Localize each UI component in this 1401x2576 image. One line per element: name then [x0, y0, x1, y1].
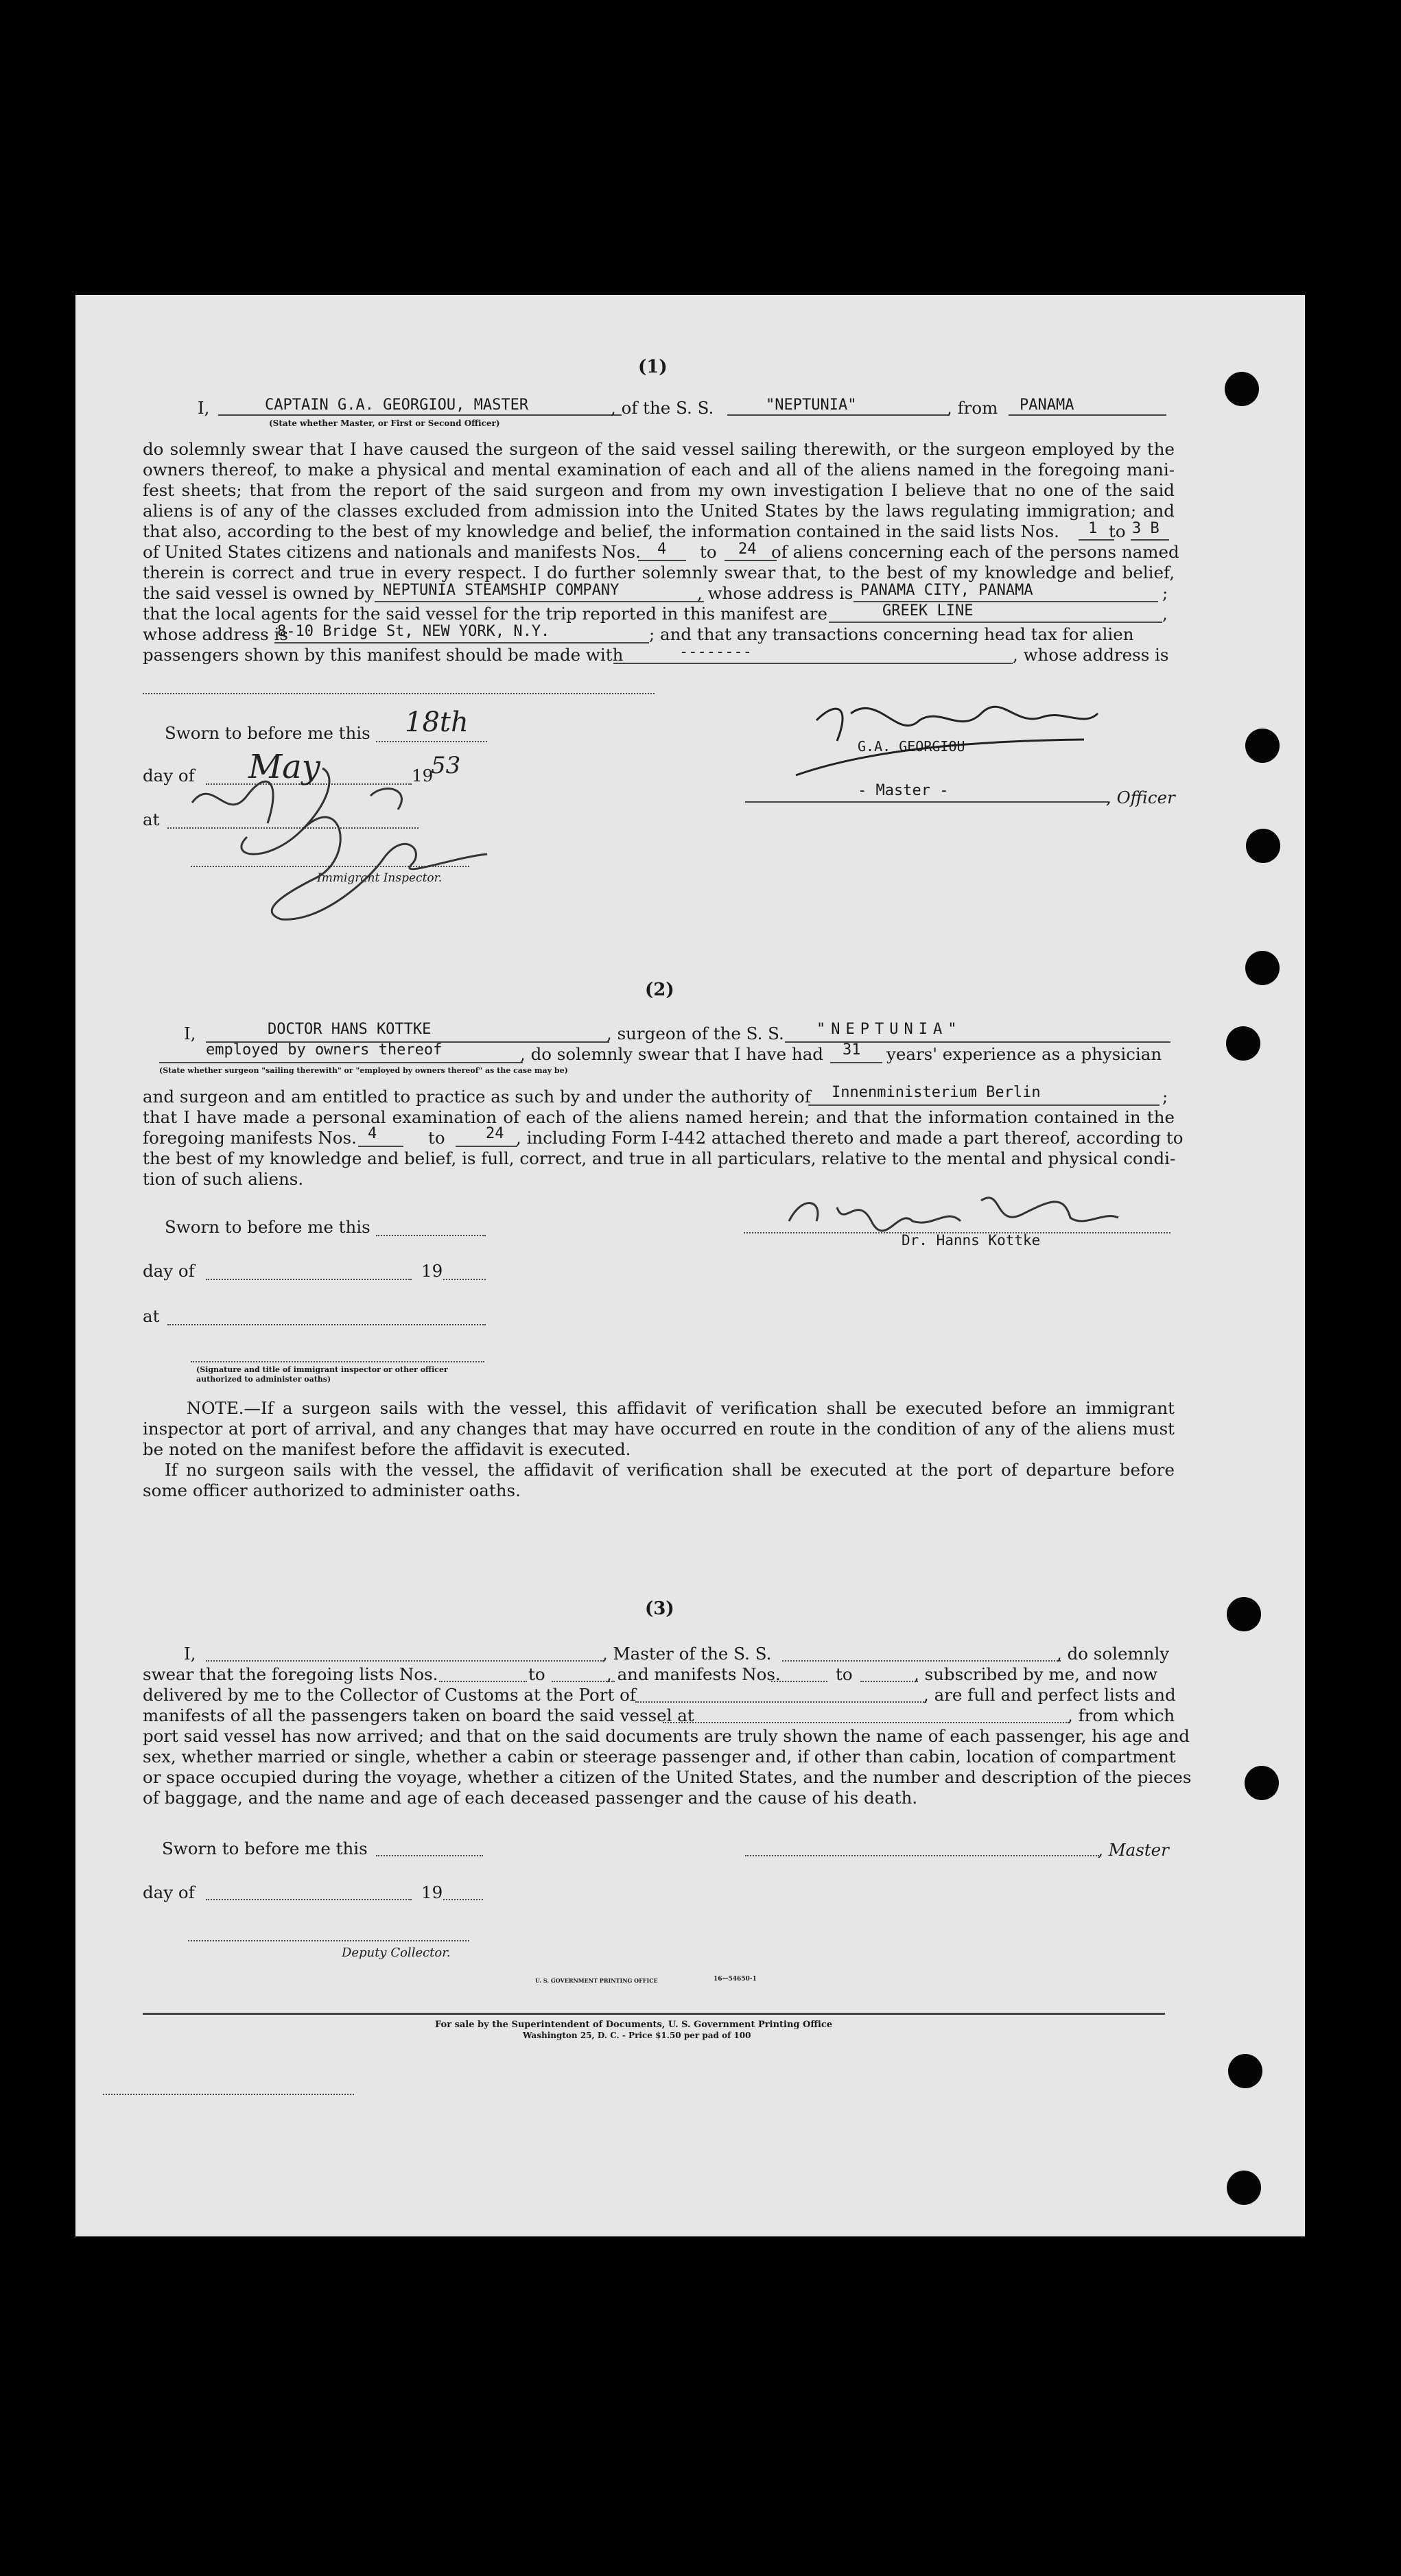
section3-port-label: delivered by me to the Collector of Customs at the Port of [143, 1685, 636, 1705]
employment-line [159, 1062, 523, 1063]
sworn-label-3: Sworn to before me this [162, 1839, 368, 1858]
owned-by-label: the said vessel is owned by [143, 583, 375, 603]
head-tax-text: ; and that any transactions concerning head tax for alien [649, 624, 1134, 644]
manifest-from-line [638, 560, 686, 561]
deputy-collector-caption: Deputy Collector. [342, 1946, 451, 1960]
sworn-month: May [248, 748, 320, 786]
vessel-name: "NEPTUNIA" [766, 397, 857, 414]
sworn-year: 53 [431, 752, 461, 779]
section3-name-line [206, 1660, 604, 1662]
owner-name: NEPTUNIA STEAMSHIP COMPANY [383, 582, 620, 599]
section3-vessel-line [782, 1660, 1061, 1662]
section3-line-7: or space occupied during the voyage, whether a citizen of the United States, and the number and description of the pieces [143, 1767, 1192, 1787]
footer-rule [143, 2013, 1165, 2015]
owner-address: PANAMA CITY, PANAMA [860, 582, 1033, 599]
section3-full-lists: , are full and perfect lists and [923, 1685, 1176, 1705]
vessel-line [727, 414, 950, 416]
sworn-line-3 [376, 1855, 483, 1856]
agents-name: GREEK LINE [882, 602, 974, 619]
section3-port-line [635, 1701, 926, 1703]
oath-line-4: aliens is of any of the classes excluded from admission into the United States by the laws regulating immigration; and [143, 501, 1175, 521]
surgeon-state-note: (State whether surgeon "sailing therewith" or "employed by owners thereof" as the case may be) [159, 1066, 568, 1075]
oath-line-1: do solemnly swear that I have caused the surgeon of the said vessel sailing therewith, or the surgeon employed by the [143, 439, 1175, 459]
sworn-day-line [376, 741, 487, 742]
section3-lists-from-line [439, 1681, 527, 1682]
section3-from-which: , from which [1068, 1705, 1175, 1725]
officer-label: , Officer [1106, 788, 1175, 807]
section3-taken-label: manifests of all the passengers taken on board the said vessel at [143, 1705, 694, 1725]
punch-hole [1245, 951, 1280, 985]
note-line-2: inspector at port of arrival, and any changes that may have occurred en route in the condition of any of the aliens must [143, 1419, 1175, 1439]
section3-line-5: port said vessel has now arrived; and that on the said documents are truly shown the name of each passenger, his age and [143, 1726, 1190, 1746]
owner-line [375, 601, 704, 602]
year-prefix-2: 19 [421, 1261, 443, 1281]
section-3-number: (3) [645, 1598, 674, 1619]
sworn-label-1: Sworn to before me this [165, 723, 370, 743]
officer-sig-line-2 [191, 1361, 484, 1362]
manifest-to-label: to [700, 542, 717, 562]
surgeon-line-5b: , including Form I-442 attached thereto and made a part thereof, according to [516, 1128, 1184, 1148]
punch-hole [1246, 829, 1280, 863]
list-to: 3 B [1132, 520, 1159, 537]
surgeon-line-7: tion of such aliens. [143, 1169, 304, 1189]
surgeon-printed-name: Dr. Hanns Kottke [902, 1232, 1041, 1249]
oath-line-6: of United States citizens and nationals and manifests Nos. [143, 542, 641, 562]
section3-i: I, [184, 1644, 196, 1664]
agent-address-label: whose address is [143, 624, 288, 644]
inspector-signature [165, 748, 590, 926]
years: 31 [843, 1041, 861, 1059]
comma: , [1162, 604, 1168, 624]
punch-hole [1227, 1597, 1261, 1631]
sale-line-2: Washington 25, D. C. - Price $1.50 per pad of 100 [523, 2031, 751, 2040]
from-port: PANAMA [1020, 397, 1074, 414]
list-to-label: to [1109, 521, 1126, 541]
note-line-5: some officer authorized to administer oaths. [143, 1480, 521, 1500]
signature-caption-2: (Signature and title of immigrant inspector or other officer authorized to administer oaths) [196, 1365, 448, 1384]
surgeon-manifest-from: 4 [368, 1125, 377, 1142]
surgeon-manifest-from-line [358, 1146, 403, 1147]
surgeon-manifest-to-line [456, 1146, 517, 1147]
year-line-2 [443, 1279, 486, 1280]
employment: employed by owners thereof [206, 1041, 443, 1059]
punch-hole [1227, 2171, 1261, 2205]
semicolon: ; [1162, 583, 1168, 603]
agent-address-line [274, 642, 649, 643]
section-2-number: (2) [645, 980, 674, 1000]
section3-manifests-to-line [860, 1681, 918, 1682]
section2-i: I, [184, 1024, 196, 1043]
surgeon-line-6: the best of my knowledge and belief, is full, correct, and true in all particulars, relative to the mental and physical condi- [143, 1148, 1176, 1168]
head-tax-with: -------- [679, 643, 752, 661]
year-prefix-1: 19 [412, 766, 434, 785]
surgeon-manifest-to-label: to [428, 1128, 445, 1148]
oath-line-2: owners thereof, to make a physical and mental examination of each and all of the aliens named in the foregoing mani- [143, 460, 1175, 480]
owner-address-label: , whose address is [697, 583, 853, 603]
day-line-3 [206, 1899, 412, 1900]
surgeon-line-4: that I have made a personal examination of each of the aliens named herein; and that the information contained in the [143, 1107, 1175, 1127]
section3-lists-to-line [552, 1681, 615, 1682]
surgeon-manifest-to: 24 [486, 1125, 504, 1142]
officer-line [745, 801, 1109, 803]
manifest-from: 4 [657, 541, 667, 558]
master-state-note: (State whether Master, or First or Second Officer) [269, 418, 500, 428]
section3-line-6: sex, whether married or single, whether a cabin or steerage passenger and, if other than cabin, location of compartment [143, 1747, 1176, 1766]
section3-lists-to: to [528, 1664, 545, 1684]
section3-master-of: , Master of the S. S. [602, 1644, 772, 1664]
oath-line-5: that also, according to the best of my knowledge and belief, the information contained in the said lists Nos. [143, 521, 1059, 541]
master-name: CAPTAIN G.A. GEORGIOU, MASTER [265, 397, 529, 414]
punch-hole [1226, 1026, 1260, 1061]
at-line-2 [167, 1324, 486, 1325]
inspector-caption: Immigrant Inspector. [317, 871, 443, 885]
surgeon-line-5a: foregoing manifests Nos. [143, 1128, 357, 1148]
section3-taken-line [663, 1722, 1069, 1723]
head-tax-label: passengers shown by this manifest should be made with [143, 645, 624, 665]
section3-line-8: of baggage, and the name and age of each deceased passenger and the cause of his death. [143, 1788, 918, 1808]
day-of-label-3: day of [143, 1882, 195, 1902]
authority-label: and surgeon and am entitled to practice as such by and under the authority of [143, 1087, 811, 1107]
sworn-label-2: Sworn to before me this [165, 1217, 370, 1237]
section3-manifests-from-line [771, 1681, 827, 1682]
punch-hole [1228, 2054, 1262, 2088]
from-line [1009, 414, 1166, 416]
year-prefix-3: 19 [421, 1882, 443, 1902]
surgeon-vessel: "NEPTUNIA" [816, 1021, 963, 1038]
head-tax-line [613, 663, 1013, 664]
swear-label: , do solemnly swear that I have had [520, 1044, 823, 1064]
from-label: , from [947, 398, 998, 418]
officer-name: G.A. GEORGIOU [858, 738, 965, 755]
at-label-2: at [143, 1306, 160, 1326]
note-line-4: If no surgeon sails with the vessel, the affidavit of verification shall be executed at the port of departure before [165, 1460, 1175, 1480]
sworn-day: 18th [405, 707, 469, 738]
day-of-label-2: day of [143, 1261, 195, 1281]
footer-dotted-mark [103, 2094, 354, 2095]
head-tax-address-label: , whose address is [1013, 645, 1169, 665]
of-ss-label: , of the S. S. [611, 398, 714, 418]
authority-line [808, 1104, 1159, 1106]
agents-label: that the local agents for the said vessel for the trip reported in this manifest are [143, 604, 827, 624]
section3-master-sig-line [745, 1855, 1099, 1856]
form-number: 16—54650-1 [714, 1976, 757, 1983]
semicolon: ; [1162, 1087, 1168, 1107]
section3-subscribed: , subscribed by me, and now [914, 1664, 1158, 1684]
officer-title: - Master - [858, 782, 949, 799]
manifest-to: 24 [738, 541, 757, 558]
section3-manifests-label: , and manifests Nos. [607, 1664, 781, 1684]
day-of-label-1: day of [143, 766, 195, 785]
day-line-2 [206, 1279, 412, 1280]
surgeon-of-label: , surgeon of the S. S. [607, 1024, 784, 1043]
deputy-collector-line [188, 1940, 469, 1941]
section3-do-solemnly: , do solemnly [1057, 1644, 1170, 1664]
section3-master-label: , Master [1098, 1840, 1169, 1860]
punch-hole [1225, 372, 1259, 406]
list-to-line [1131, 539, 1169, 541]
section1-i: I, [198, 398, 210, 418]
section3-lists-label: swear that the foregoing lists Nos. [143, 1664, 438, 1684]
master-name-line [218, 414, 622, 416]
oath-line-3: fest sheets; that from the report of the said surgeon and from my own investigation I believe that no one of the said [143, 480, 1175, 500]
list-from: 1 [1088, 520, 1098, 537]
oath-line-7: therein is correct and true in every respect. I do further solemnly swear that, to the best of my knowledge and belief, [143, 563, 1175, 582]
sale-line-1: For sale by the Superintendent of Documents, U. S. Government Printing Office [435, 2020, 833, 2030]
years-label: years' experience as a physician [886, 1044, 1162, 1064]
note-line-1: NOTE.—If a surgeon sails with the vessel, this affidavit of verification shall be executed before an immigrant [187, 1398, 1175, 1418]
note-line-3: be noted on the manifest before the affidavit is executed. [143, 1439, 631, 1459]
gpo-imprint: U. S. GOVERNMENT PRINTING OFFICE [535, 1977, 658, 1984]
oath-line-6b: of aliens concerning each of the persons named [771, 542, 1179, 562]
section-1-number: (1) [638, 357, 668, 377]
at-label-1: at [143, 810, 160, 829]
agent-address: 8-10 Bridge St, NEW YORK, N.Y. [277, 623, 550, 640]
agents-line [829, 622, 1162, 623]
years-line [830, 1062, 882, 1063]
manifest-to-line [725, 560, 777, 561]
master-signature [755, 686, 1111, 789]
sworn-line-2 [376, 1235, 486, 1236]
year-line-3 [443, 1899, 483, 1900]
surgeon-name: DOCTOR HANS KOTTKE [268, 1021, 432, 1038]
authority: Innenministerium Berlin [832, 1084, 1041, 1101]
head-tax-address-line [143, 693, 655, 694]
section3-manifests-to: to [836, 1664, 853, 1684]
punch-hole [1245, 729, 1280, 763]
punch-hole [1245, 1766, 1279, 1800]
